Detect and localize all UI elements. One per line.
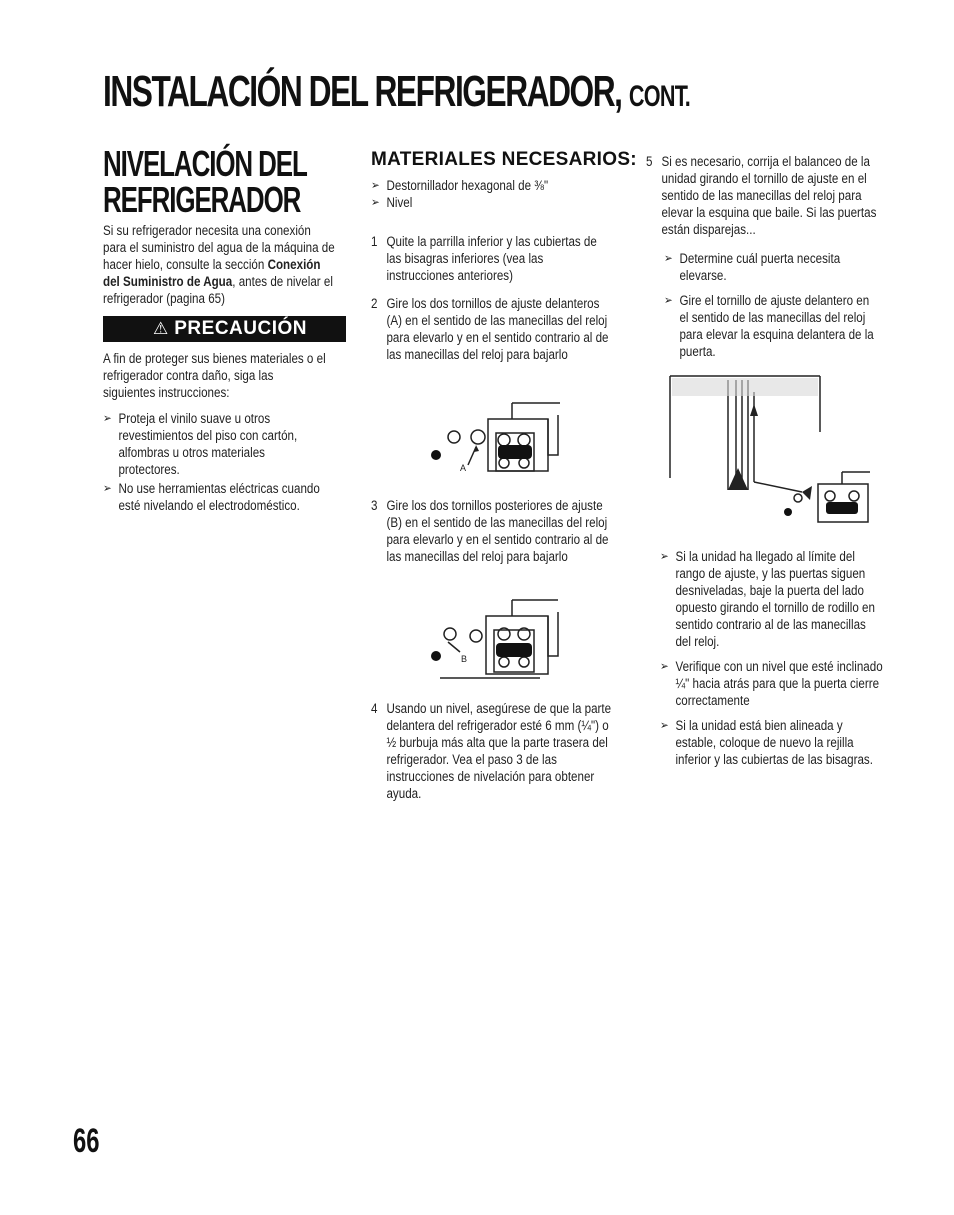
svg-text:A: A xyxy=(460,463,467,473)
arrow-bullet-icon: ➢ xyxy=(660,549,669,563)
step-4: 4 Usando un nivel, asegúrese de que la parte delantera del refrigerador esté 6 mm (¼") o ½ burbuja más alta que la parte trasera del refrigerador. Vea el paso 3 de las instrucciones de nivelación para obtener ayuda. xyxy=(371,701,612,801)
list-item: ➢ Verifique con un nivel que esté inclinado ¼" hacia atrás para que la puerta cierre correctamente xyxy=(660,659,883,708)
section-title: NIVELACIÓN DEL REFRIGERADOR xyxy=(103,143,307,220)
rear-screw-diagram xyxy=(420,590,570,680)
door-adjust-diagram xyxy=(670,372,880,532)
list-item: ➢ Si la unidad está bien alineada y estable, coloque de nuevo la rejilla inferior y las cubiertas de las bisagras. xyxy=(660,718,873,767)
list-item: ➢ No use herramientas eléctricas cuando esté nivelando el electrodoméstico. xyxy=(103,481,320,513)
step-3: 3 Gire los dos tornillos posteriores de ajuste (B) en el sentido de las manecillas del reloj para elevarlo y en el sentido contrario al de las manecillas del reloj para bajarlo xyxy=(371,498,609,564)
materials-list xyxy=(371,177,612,211)
arrow-bullet-icon: ➢ xyxy=(371,178,380,192)
arrow-bullet-icon: ➢ xyxy=(103,411,112,425)
page-title: INSTALACIÓN DEL REFRIGERADOR, CONT. xyxy=(103,67,691,116)
page-number: 66 xyxy=(73,1122,100,1160)
warning-icon: ⚠ xyxy=(153,319,169,338)
arrow-bullet-icon: ➢ xyxy=(664,293,673,307)
caution-banner: ⚠ PRECAUCIÓN xyxy=(103,316,346,342)
step-5-list-a xyxy=(664,250,879,360)
step-2: 2 Gire los dos tornillos de ajuste delanteros (A) en el sentido de las manecillas del reloj para elevarlo y en el sentido contrario al de las manecillas del reloj para bajarlo xyxy=(371,296,609,362)
caution-text: A fin de proteger sus bienes materiales o el refrigerador contra daño, siga las siguientes instrucciones: xyxy=(103,351,326,400)
list-item: ➢ Destornillador hexagonal de ⅜" xyxy=(371,178,549,193)
arrow-bullet-icon: ➢ xyxy=(660,718,669,732)
arrow-bullet-icon: ➢ xyxy=(664,251,673,265)
intro-paragraph: Si su refrigerador necesita una conexión para el suministro del agua de la máquina de hacer hielo, consulte la sección Conexión del Suministro de Agua, antes de nivelar el refrigerador (pagina 65) xyxy=(103,223,335,306)
step-1: 1 Quite la parrilla inferior y las cubiertas de las bisagras inferiores (vea las instrucciones anteriores) xyxy=(371,234,597,283)
step-5: 5 Si es necesario, corrija el balanceo de la unidad girando el tornillo de ajuste en el sentido de las manecillas del reloj para elevar la esquina que baile. Si las puertas están disparejas... xyxy=(646,154,877,237)
list-item: ➢ Si la unidad ha llegado al límite del rango de ajuste, y las puertas siguen desniveladas, baje la puerta del lado opuesto girando el tornillo de rodillo en sentido contrario al de las manecillas del reloj. xyxy=(660,549,875,649)
list-item: ➢ Proteja el vinilo suave u otros revestimientos del piso con cartón, alfombras u otros materiales protectores. xyxy=(103,411,298,477)
materials-title: MATERIALES NECESARIOS: xyxy=(371,149,637,170)
caution-list xyxy=(103,410,328,514)
front-screw-diagram xyxy=(420,395,570,480)
list-item: ➢ Gire el tornillo de ajuste delantero en el sentido de las manecillas del reloj para elevar la esquina delantera de la puerta. xyxy=(664,293,874,359)
svg-text:B: B xyxy=(461,654,468,664)
list-item: ➢ Determine cuál puerta necesita elevarse. xyxy=(664,251,841,283)
arrow-bullet-icon: ➢ xyxy=(371,195,380,209)
arrow-bullet-icon: ➢ xyxy=(103,481,112,495)
step-5-list-b xyxy=(660,548,884,768)
list-item: ➢ Nivel xyxy=(371,195,413,210)
arrow-bullet-icon: ➢ xyxy=(660,659,669,673)
